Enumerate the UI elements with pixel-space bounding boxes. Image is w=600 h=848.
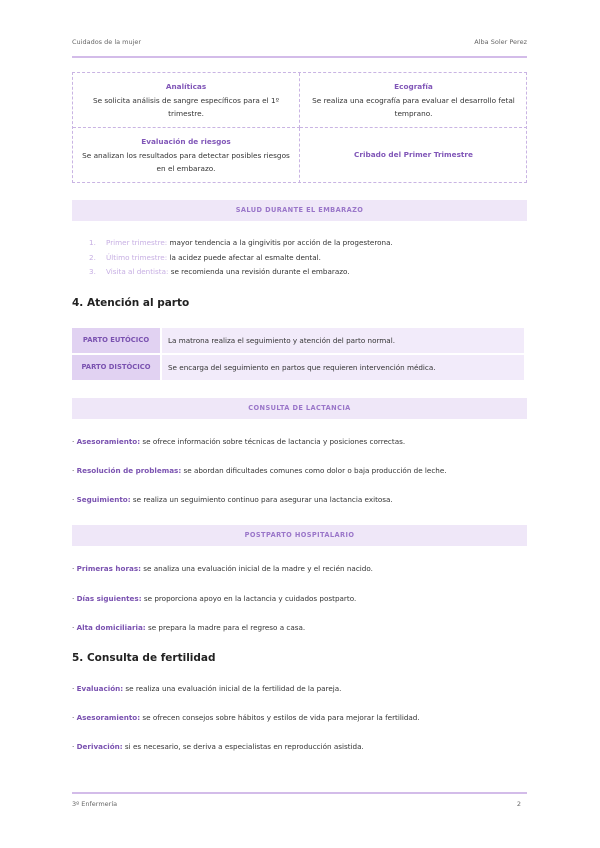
list-key: Primer trimestre: [106, 238, 168, 247]
table-row [72, 328, 524, 353]
list-text: se abordan dificultades comunes como dolor o baja producción de leche. [181, 466, 447, 475]
list-key: Último trimestre: [106, 252, 168, 262]
list-text: se recomienda una revisión durante el embarazo. [168, 267, 350, 277]
list-text: si es necesario, se deriva a especialistas en reproducción asistida. [122, 742, 364, 751]
list-key: Visita al dentista: [106, 267, 169, 277]
list-text: se ofrece información sobre técnicas de lactancia y posiciones correctas. [140, 437, 406, 446]
list-item [89, 236, 393, 251]
health-list [89, 236, 393, 280]
section-band-lactancia: CONSULTA DE LACTANCIA [72, 398, 527, 419]
list-text: se analiza una evaluación inicial de la madre y el recién nacido. [141, 564, 373, 573]
grid-cell-text: Se solicita análisis de sangre específicos para el 1º trimestre. [92, 95, 280, 118]
list-text: se prepara la madre para el regreso a casa. [145, 623, 306, 632]
list-number: 3. [89, 267, 96, 277]
grid-cell-text: Se analizan los resultados para detectar posibles riesgos en el embarazo. [82, 150, 290, 173]
list-item [72, 437, 405, 446]
first-trimester-grid [72, 72, 527, 183]
section-heading-parto: 4. Atención al parto [72, 297, 190, 309]
list-key: Asesoramiento: [76, 713, 141, 722]
list-text: se realiza un seguimiento continuo para asegurar una lactancia exitosa. [130, 495, 393, 504]
page-footer [72, 800, 527, 808]
list-key: Asesoramiento: [76, 437, 141, 446]
grid-cell-evaluacion [73, 128, 300, 183]
list-key: Derivación: [76, 742, 123, 751]
list-text: mayor tendencia a la gingivitis por acción de la progesterona. [167, 238, 393, 247]
list-key: Días siguientes: [76, 594, 142, 603]
page-header [72, 38, 527, 46]
list-text: se proporciona apoyo en la lactancia y cuidados postparto. [141, 594, 357, 603]
grid-cell-ecografia [300, 73, 527, 128]
list-text: se realiza una evaluación inicial de la fertilidad de la pareja. [123, 684, 342, 693]
bullet: · [72, 684, 75, 693]
table-key: PARTO EUTÓCICO [72, 328, 160, 353]
section-band-postparto: POSTPARTO HOSPITALARIO [72, 525, 527, 546]
grid-cell-title: Analíticas [165, 82, 207, 91]
list-item [72, 495, 393, 504]
grid-cell-title: Ecografía [394, 82, 433, 91]
footer-rule [72, 792, 527, 794]
grid-cell-analiticas [73, 73, 300, 128]
list-item [72, 684, 341, 693]
document-page [72, 0, 527, 848]
list-item [89, 251, 393, 266]
list-item [72, 742, 364, 751]
footer-left: 3º Enfermería [72, 800, 118, 808]
bullet: · [72, 466, 75, 475]
list-key: Primeras horas: [76, 564, 142, 573]
list-item [89, 265, 393, 280]
list-key: Resolución de problemas: [76, 466, 182, 475]
list-item [72, 594, 356, 603]
grid-cell-text: Se realiza una ecografía para evaluar el desarrollo fetal temprano. [312, 95, 515, 118]
header-left: Cuidados de la mujer [72, 38, 142, 46]
table-key: PARTO DISTÓCICO [72, 355, 160, 380]
list-text: se ofrecen consejos sobre hábitos y estilos de vida para mejorar la fertilidad. [140, 713, 420, 722]
section-heading-fertilidad: 5. Consulta de fertilidad [72, 652, 216, 664]
header-right: Alba Soler Perez [474, 38, 527, 46]
table-value: Se encarga del seguimiento en partos que requieren intervención médica. [162, 355, 524, 380]
list-text: la acidez puede afectar al esmalte dental. [167, 252, 321, 262]
table-row [72, 355, 524, 380]
bullet: · [72, 437, 75, 446]
list-number: 1. [89, 238, 96, 247]
bullet: · [72, 564, 75, 573]
table-value: La matrona realiza el seguimiento y atención del parto normal. [162, 328, 524, 353]
section-band-salud: SALUD DURANTE EL EMBARAZO [72, 200, 527, 221]
list-key: Evaluación: [76, 684, 124, 693]
list-item [72, 713, 420, 722]
list-item [72, 623, 305, 632]
bullet: · [72, 623, 75, 632]
list-key: Alta domiciliaria: [76, 623, 146, 632]
page-number: 2 [516, 800, 521, 808]
bullet: · [72, 742, 75, 751]
grid-cell-cribado [300, 128, 527, 183]
bullet: · [72, 713, 75, 722]
list-key: Seguimiento: [76, 495, 131, 504]
grid-cell-title: Cribado del Primer Trimestre [354, 150, 473, 159]
grid-cell-title: Evaluación de riesgos [141, 137, 231, 146]
bullet: · [72, 594, 75, 603]
header-rule [72, 56, 527, 58]
list-item [72, 466, 447, 475]
bullet: · [72, 495, 75, 504]
list-number: 2. [89, 252, 96, 262]
list-item [72, 564, 373, 573]
